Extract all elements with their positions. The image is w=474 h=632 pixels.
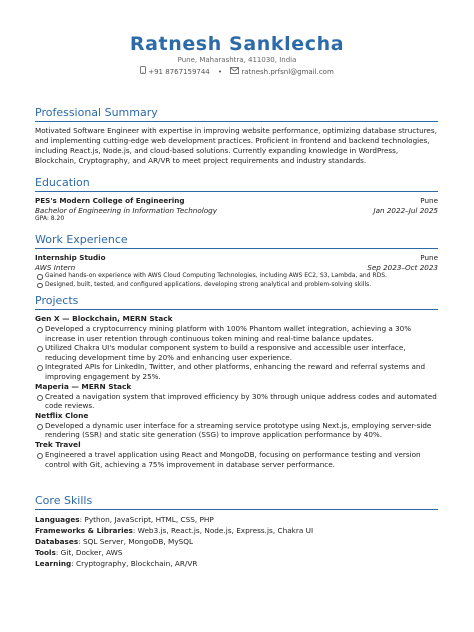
summary-section	[35, 106, 438, 166]
experience-dates: Sep 2023–Oct 2023	[367, 262, 438, 272]
list-item: Integrated APIs for LinkedIn, Twitter, and other platforms, enhancing the reward and referral systems and improving engagement by 25%.	[35, 362, 438, 381]
project-title: Gen X — Blockchain, MERN Stack	[35, 314, 173, 323]
skill-label: Learning	[35, 559, 72, 568]
section-title: Projects	[35, 294, 438, 310]
list-item: Created a navigation system that improved efficiency by 30% through unique address codes and automated code reviews.	[35, 392, 438, 411]
phone-icon	[140, 66, 146, 76]
section-title: Professional Summary	[35, 106, 438, 122]
education-degree-row	[35, 206, 438, 216]
skill-value: Python, JavaScript, HTML, CSS, PHP	[84, 515, 214, 524]
list-item: Developed a dynamic user interface for a streaming service prototype using Next.js, employing server-side rendering (SSR) and static site generation (SSG) to improve application performance by 40%.	[35, 421, 438, 440]
list-item: Designed, built, tested, and configured applications, developing strong analytical and problem-solving skills.	[35, 281, 438, 290]
experience-role-row	[35, 263, 438, 273]
education-dates: Jan 2022–Jul 2025	[373, 205, 438, 215]
section-title: Core Skills	[35, 494, 438, 510]
project-title: Maperia — MERN Stack	[35, 381, 132, 391]
company-location: Pune	[420, 253, 438, 262]
degree: Bachelor of Engineering in Information Technology	[35, 205, 217, 215]
education-header	[35, 196, 438, 206]
skill-value: Cryptography, Blockchain, AR/VR	[76, 559, 198, 568]
envelope-icon	[230, 67, 239, 76]
skill-row: Languages: Python, JavaScript, HTML, CSS, PHP	[35, 515, 214, 524]
candidate-name: Ratnesh Sanklecha	[129, 33, 345, 55]
address: Pune, Maharashtra, 411030, India	[177, 56, 297, 64]
company-name: Internship Studio	[35, 253, 106, 262]
experience-header	[35, 253, 438, 263]
list-item: Developed a cryptocurrency mining platform with 100% Phantom wallet integration, achieving a 30% increase in user retention through continuous token mining and real-time balance updates.	[35, 324, 438, 343]
gpa: GPA: 8.20	[35, 215, 65, 222]
skill-row: Learning: Cryptography, Blockchain, AR/VR	[35, 559, 198, 568]
skill-label: Tools	[35, 548, 56, 557]
project-title: Trek Travel	[35, 439, 81, 449]
skill-label: Databases	[35, 537, 79, 546]
skill-label: Languages	[35, 515, 80, 524]
project-bullets	[35, 324, 438, 382]
skill-label: Frameworks & Libraries	[35, 526, 133, 535]
project-bullets	[35, 392, 438, 411]
project-bullets	[35, 421, 438, 440]
skill-value: Web3.js, React.js, Node.js, Express.js, Chakra UI	[137, 526, 314, 535]
skill-row: Tools: Git, Docker, AWS	[35, 548, 123, 557]
experience-section	[35, 233, 438, 289]
role: AWS Intern	[35, 262, 76, 272]
skill-value: SQL Server, MongoDB, MySQL	[82, 537, 194, 546]
project-bullets	[35, 450, 438, 469]
email-link[interactable]: ratnesh.prfsnl@gmail.com	[241, 68, 334, 76]
separator: •	[218, 68, 223, 76]
education-section	[35, 176, 438, 223]
school-location: Pune	[420, 196, 438, 205]
phone-number[interactable]: +91 8767159744	[148, 68, 210, 76]
project-title: Netflix Clone	[35, 410, 89, 420]
skill-row: Databases: SQL Server, MongoDB, MySQL	[35, 537, 194, 546]
section-title: Education	[35, 176, 438, 192]
skills-section	[35, 494, 438, 569]
skill-value: Git, Docker, AWS	[60, 548, 123, 557]
section-title: Work Experience	[35, 233, 438, 249]
list-item: Engineered a travel application using React and MongoDB, focusing on performance testing and version control with Git, achieving a 75% improvement in database server performance.	[35, 450, 438, 469]
projects-section	[35, 294, 438, 469]
summary-text: Motivated Software Engineer with expertise in improving website performance, optimizing database structures, and implementing cutting-edge web development practices. Proficient in frontend and backend technologies, including React.js, Node.js, and cloud-based solutions. Currently expanding knowledge in WordPress, Blockchain, Cryptography, and AR/VR to meet project requirements and industry standards.	[35, 126, 437, 165]
list-item: Gained hands-on experience with AWS Cloud Computing Technologies, including AWS EC2, S3, Lambda, and RDS.	[35, 272, 438, 281]
school-name: PES's Modern College of Engineering	[35, 196, 185, 205]
skill-row: Frameworks & Libraries: Web3.js, React.js, Node.js, Express.js, Chakra UI	[35, 526, 314, 535]
experience-bullets	[35, 272, 438, 289]
contact-line	[0, 66, 474, 76]
list-item: Utilized Chakra UI's modular component system to build a responsive and accessible user interface, reducing development time by 20% and enhancing user experience.	[35, 343, 438, 362]
